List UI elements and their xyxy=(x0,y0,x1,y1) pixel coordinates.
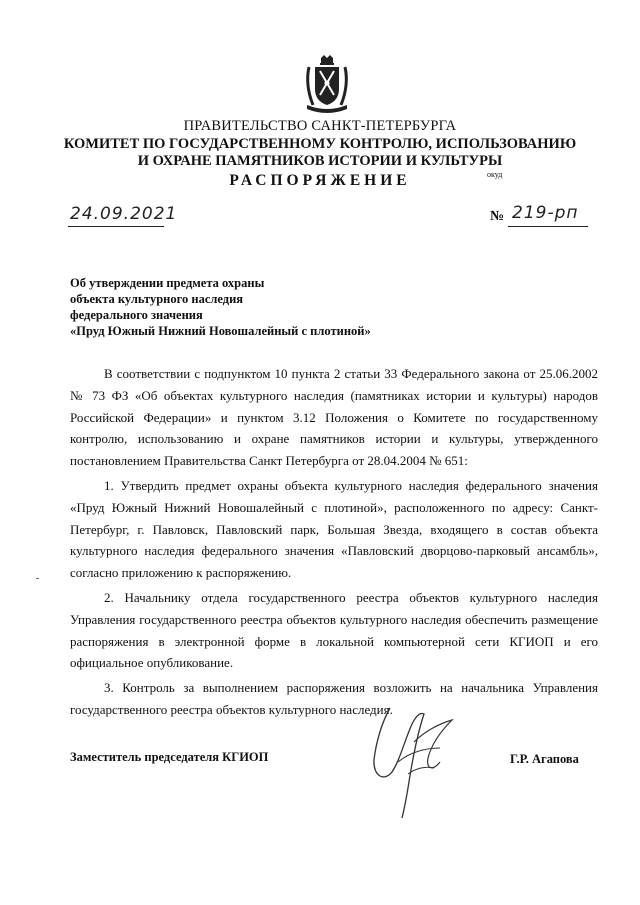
committee-line-1: КОМИТЕТ ПО ГОСУДАРСТВЕННОМУ КОНТРОЛЮ, ИСПОЛЬЗОВАНИЮ xyxy=(63,136,577,152)
committee-line-2: И ОХРАНЕ ПАМЯТНИКОВ ИСТОРИИ И КУЛЬТУРЫ xyxy=(137,153,503,169)
preamble-paragraph: В соответствии с подпунктом 10 пункта 2 статьи 33 Федерального закона от 25.06.2002 № 73 ФЗ «Об объектах культурного наследия (памятниках истории и культуры) народов Российской Федерации» и пунктом 3.12 Положения о Комитете по государственному контролю, использованию и охране памятников истории и культуры, утвержденного постановлением Правительства Санкт Петербурга от 28.04.2004 № 651: xyxy=(70,366,598,469)
document-subject xyxy=(70,275,371,339)
coat-of-arms-icon xyxy=(303,55,351,113)
subject-line-3: федерального значения xyxy=(70,308,203,322)
government-name: ПРАВИТЕЛЬСТВО САНКТ-ПЕТЕРБУРГА xyxy=(183,118,457,134)
document-body xyxy=(70,363,598,724)
document-date: 24.09.2021 xyxy=(70,204,178,224)
okud-label: окуд xyxy=(487,170,503,179)
item-2-paragraph: 2. Начальнику отдела государственного реестра объектов культурного наследия Управления государственного реестра объектов культурного наследия обеспечить размещение распоряжения в электронной форме в локальной компьютерной сети КГИОП и его официальное опубликование. xyxy=(70,589,598,671)
committee-name xyxy=(0,136,640,170)
date-underline xyxy=(68,226,164,227)
number-sign: № xyxy=(490,209,505,224)
document-type: РАСПОРЯЖЕНИЕ xyxy=(229,172,411,189)
subject-line-4: «Пруд Южный Нижний Новошалейный с плотиной» xyxy=(70,324,371,338)
subject-line-1: Об утверждении предмета охраны xyxy=(70,276,265,290)
number-underline xyxy=(508,226,588,227)
item-3-paragraph: 3. Контроль за выполнением распоряжения возложить на начальника Управления государственного реестра объектов культурного наследия. xyxy=(70,680,598,717)
subject-line-2: объекта культурного наследия xyxy=(70,292,244,306)
item-1-paragraph: 1. Утвердить предмет охраны объекта культурного наследия федерального значения «Пруд Южный Нижний Новошалейный с плотиной», расположенного по адресу: Санкт-Петербург, г. Павловск, Павловский парк, Большая Звезда, входящего в состав объекта культурного наследия федерального значения «Павловский дворцово-парковый ансамбль», согласно приложению к распоряжению. xyxy=(70,477,598,581)
document-number: 219-рп xyxy=(512,203,579,223)
margin-mark xyxy=(36,578,39,579)
handwritten-signature-icon xyxy=(368,702,458,820)
signatory-name: Г.Р. Агапова xyxy=(510,752,579,766)
signatory-title: Заместитель председателя КГИОП xyxy=(70,750,269,764)
